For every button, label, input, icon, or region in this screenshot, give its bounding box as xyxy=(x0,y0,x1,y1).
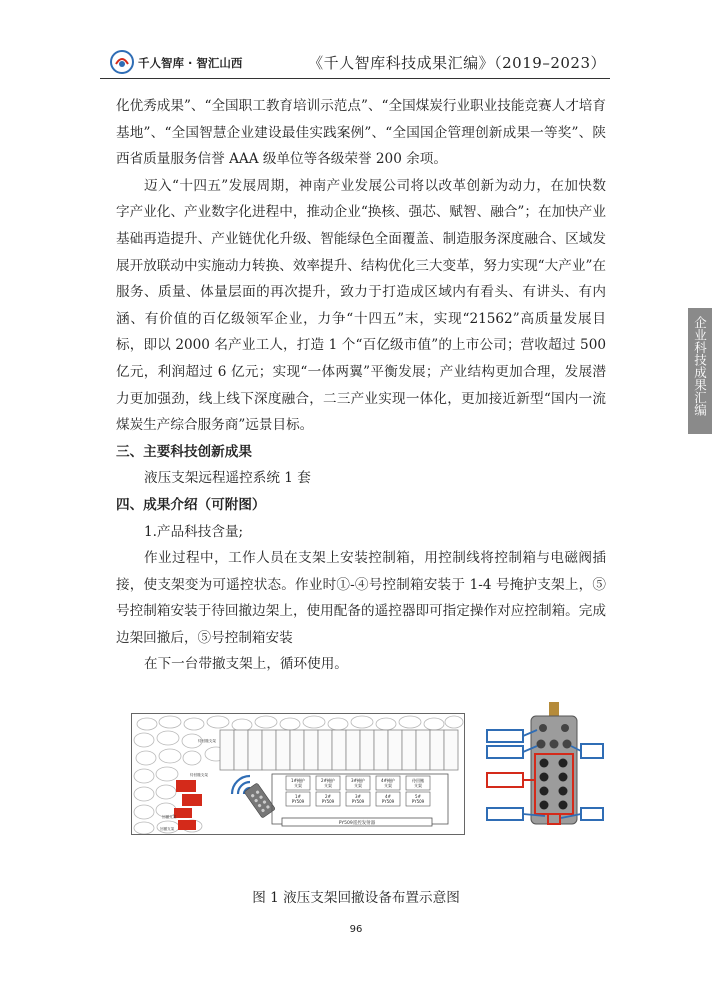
layout-schematic xyxy=(132,714,464,834)
page-number: 96 xyxy=(349,924,363,935)
page-header xyxy=(100,48,610,79)
controller-box-1 xyxy=(286,776,310,806)
brand-name: 千人智库 · 智汇山西 xyxy=(138,56,243,70)
box-5-num: 5# xyxy=(415,794,421,799)
controller-box-2 xyxy=(316,776,340,806)
controller-box-3 xyxy=(346,776,370,806)
box-2-sub: 支架 xyxy=(324,783,332,788)
box-4-title: 4#掩护 xyxy=(381,778,395,783)
box-4-sub: 支架 xyxy=(384,783,392,788)
left-label-1: 待回撤支架 xyxy=(190,773,208,777)
box-5-sub: 支架 xyxy=(414,783,422,788)
box-3-title: 3#掩护 xyxy=(351,778,365,783)
controller-box-4 xyxy=(376,776,400,806)
controller-body xyxy=(531,716,577,824)
box-1-title: 1#掩护 xyxy=(291,778,305,783)
body-text xyxy=(116,93,606,678)
box-3-num: 3# xyxy=(355,794,361,799)
controller-box-5 xyxy=(406,776,430,806)
figure-caption: 图 1 液压支架回撤设备布置示意图 xyxy=(252,890,460,906)
red-callout-box xyxy=(487,773,523,787)
remote-photo xyxy=(485,700,605,830)
paragraph-process: 作业过程中，工作人员在支架上安装控制箱，用控制线将控制箱与电磁阀插接，使支架变为可遥控状态。作业时①-④号控制箱安装于 1-4 号掩护支架上，⑤号控制箱安装于待回撤边架上，使用配备的遥控器即可指定操作对应控制箱。完成边架回撤后，⑤号控制箱安装 xyxy=(116,550,606,646)
box-3-sub: 支架 xyxy=(354,783,362,788)
box-4-model: PY509 xyxy=(381,799,395,804)
paragraph-tech-content: 1.产品科技含量; xyxy=(144,523,244,540)
box-5-title: 待回撤 xyxy=(412,778,424,783)
paragraph-honors: 化优秀成果”、“全国职工教育培训示范点”、“全国煤炭行业职业技能竞赛人才培育基地”、“全国智慧企业建设最佳实践案例”、“全国国企管理创新成果一等奖”、陕西省质量服务信誉 AAA 级单位等各级荣誉 200 余项。 xyxy=(116,98,606,168)
bus-label: PY509遥控发射器 xyxy=(338,821,376,826)
box-3-model: PY509 xyxy=(351,799,365,804)
thinktank-logo-icon xyxy=(110,50,134,74)
left-label-3: 回撤支架 xyxy=(162,815,177,819)
paragraph-cycle: 在下一台带撤支架上，循环使用。 xyxy=(144,656,348,673)
box-4-num: 4# xyxy=(385,794,391,799)
box-1-model: PY509 xyxy=(291,799,305,804)
box-5-model: PY509 xyxy=(411,799,425,804)
book-title: 《千人智库科技成果汇编》（2019–2023） xyxy=(308,54,606,72)
box-2-model: PY509 xyxy=(321,799,335,804)
section-heading-3: 三、主要科技创新成果 xyxy=(116,443,252,460)
section-side-tab xyxy=(688,308,712,434)
box-1-sub: 支架 xyxy=(294,783,302,788)
box-1-num: 1# xyxy=(295,794,301,799)
red-control-boxes xyxy=(174,780,202,830)
left-label-2: 待回撤支架 xyxy=(198,739,216,743)
paragraph-plan: 迈入“十四五”发展周期，神南产业发展公司将以改革创新为动力，在加快数字产业化、产业数字化进程中，推动企业“换核、强芯、赋智、融合”；在加快产业基础再造提升、产业链优化升级、智能绿色全面覆盖、制造服务深度融合、区域发展开放联动中实施动力转换、效率提升、结构优化三大变革，努力实现“大产业”在服务、质量、体量层面的再次提升，致力于打造成区域内有看头、有讲头、有内涵、有价值的百亿级领军企业，力争“十四五”末，实现“21562”高质量发展目标，即以 2000 名产业工人，打造 1 个“百亿级市值”的上市公司；营收超过 500 亿元，利润超过 6 亿元；实现“一体两翼”平衡发展；产业结构更加合理，发展潜力更加强劲，线上线下深度融合，二三产业实现一体化，更加接近新型“国内一流煤炭生产综合服务商”远景目标。 xyxy=(116,177,606,434)
remote-controller-illustration xyxy=(485,700,605,830)
side-tab-label: 企业科技成果汇编 xyxy=(692,316,708,416)
section-heading-4: 四、成果介绍（可附图） xyxy=(116,496,266,513)
support-layout-diagram xyxy=(131,713,465,835)
paragraph-achievement: 液压支架远程遥控系统 1 套 xyxy=(144,470,311,487)
box-2-num: 2# xyxy=(325,794,331,799)
support-columns xyxy=(220,730,458,770)
box-2-title: 2#掩护 xyxy=(321,778,335,783)
left-label-4: 回撤支架 xyxy=(160,827,175,831)
